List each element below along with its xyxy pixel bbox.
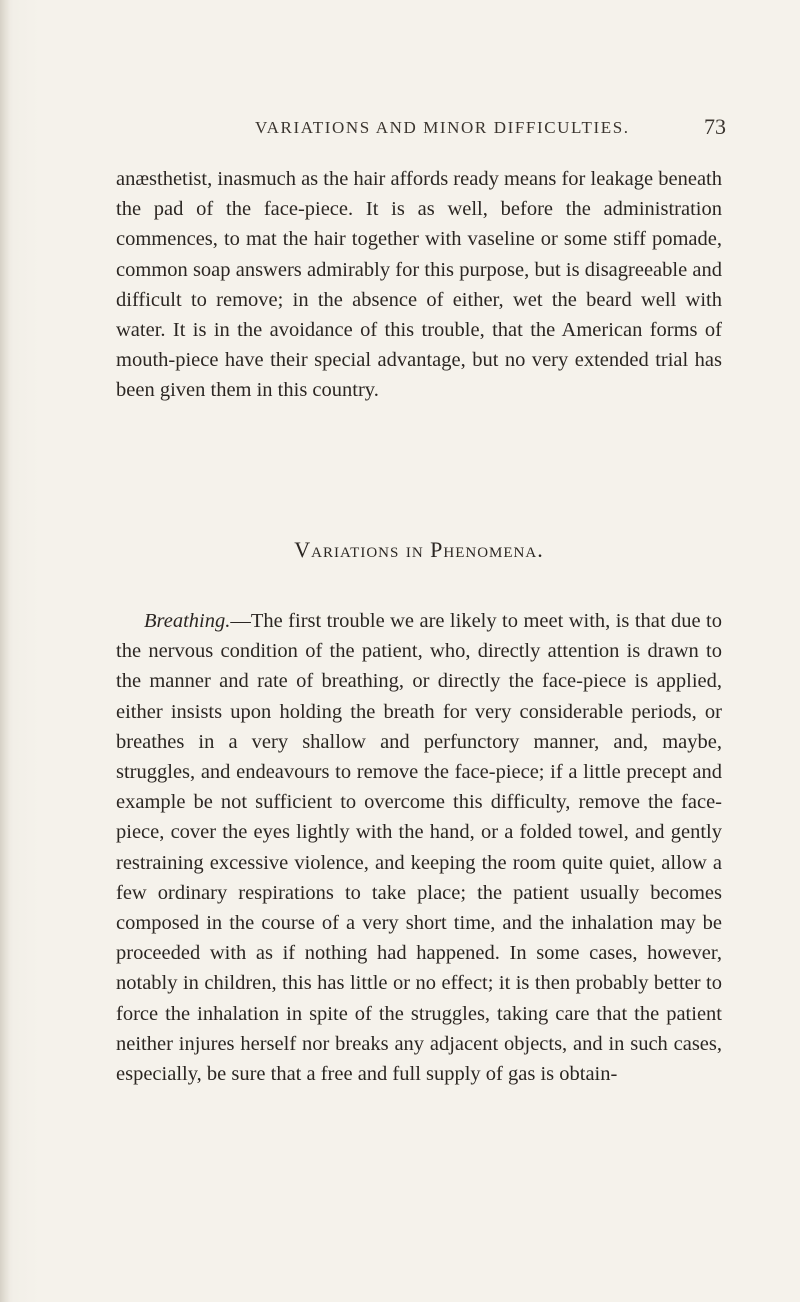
running-head: VARIATIONS AND MINOR DIFFICULTIES. — [255, 118, 630, 137]
paragraph-2-body: —The first trouble we are likely to meet with, is that due to the nervous condition of the patient, who, directly attention is drawn to the manner and rate of breathing, or directly the face-piece is applied, either insists upon holding the breath for very considerable periods, or breathes in a very shallow and perfunctory manner, and, maybe, struggles, and endeavours to remove the face-piece; if a little precept and example be not sufficient to overcome this difficulty, remove the face-piece, cover the eyes lightly with the hand, or a folded towel, and gently restraining excessive violence, and keeping the room quite quiet, allow a few ordinary respirations to take place; the patient usually becomes composed in the course of a very short time, and the inhalation may be proceeded with as if nothing had happened. In some cases, however, notably in children, this has little or no effect; it is then probably better to force the inhalation in spite of the struggles, taking care that the patient neither injures herself nor breaks any adjacent objects, and in such cases, especially, be sure that a free and full supply of gas is obtain- — [116, 610, 722, 1086]
paragraph-2-lead: Breathing. — [144, 610, 231, 632]
page-number: 73 — [704, 114, 726, 139]
paragraph-2 — [116, 606, 722, 1089]
page-binding-edge — [0, 0, 10, 1302]
paragraph-1: anæsthetist, inasmuch as the hair affords ready means for leakage beneath the pad of the face-piece. It is as well, before the administration commences, to mat the hair together with vaseline or some stiff pomade, common soap answers admirably for this purpose, but is disagreeable and difficult to remove; in the absence of either, wet the beard well with water. It is in the avoidance of this trouble, that the American forms of mouth-piece have their special advantage, but no very extended trial has been given them in this country. — [116, 168, 722, 402]
section-heading: Variations in Phenomena. — [294, 537, 544, 562]
